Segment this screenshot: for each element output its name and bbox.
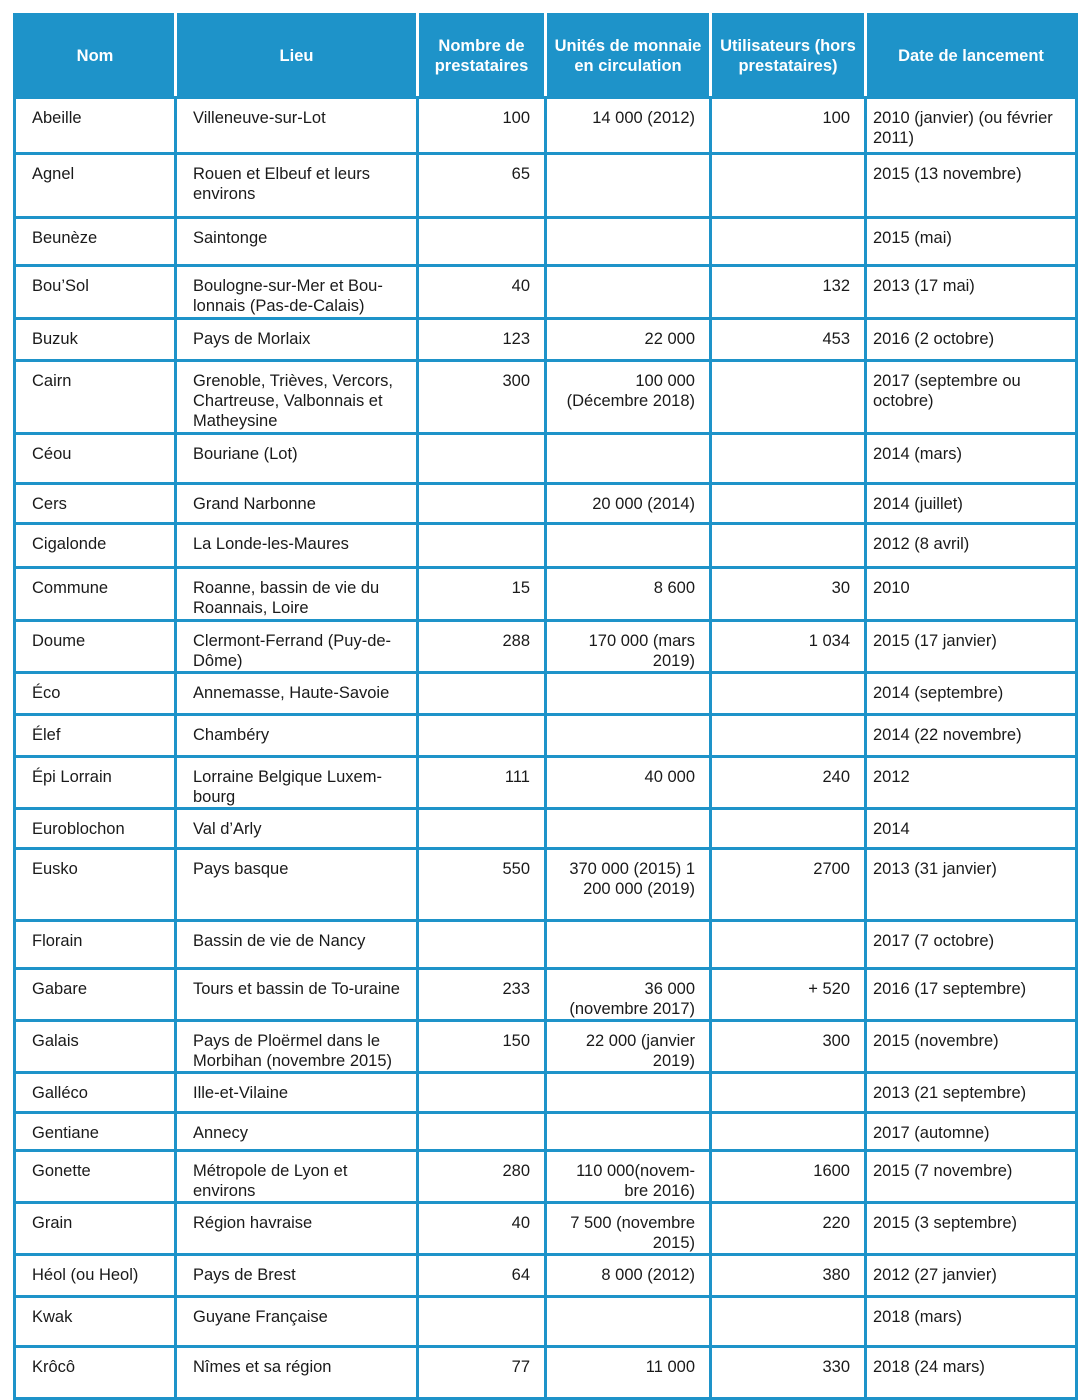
cell-lieu: Annecy: [176, 1113, 418, 1151]
cell-utilisateurs: [711, 434, 866, 484]
cell-date-lancement: 2012 (27 janvier): [866, 1255, 1077, 1297]
cell-prestataires: 100: [418, 98, 546, 154]
cell-prestataires: 111: [418, 757, 546, 809]
cell-date-lancement: 2015 (13 novembre): [866, 154, 1077, 218]
table-row: [15, 969, 1077, 1021]
cell-date-lancement: 2015 (mai): [866, 218, 1077, 266]
header-utilisateurs: Utilisateurs (hors prestataires): [711, 15, 866, 98]
cell-lieu: Villeneuve-sur-Lot: [176, 98, 418, 154]
table-row: [15, 1073, 1077, 1113]
cell-nom: Éco: [15, 673, 176, 715]
cell-unites: 22 000: [546, 319, 711, 361]
cell-unites: [546, 524, 711, 568]
cell-prestataires: 280: [418, 1151, 546, 1203]
cell-unites: 36 000 (novembre 2017): [546, 969, 711, 1021]
cell-nom: Krôcô: [15, 1347, 176, 1399]
cell-unites: 8 000 (2012): [546, 1255, 711, 1297]
cell-date-lancement: 2017 (automne): [866, 1113, 1077, 1151]
cell-utilisateurs: 330: [711, 1347, 866, 1399]
cell-prestataires: 64: [418, 1255, 546, 1297]
cell-lieu: Boulogne-sur-Mer et Bou-lonnais (Pas-de-Calais): [176, 266, 418, 319]
cell-date-lancement: 2013 (21 septembre): [866, 1073, 1077, 1113]
cell-date-lancement: 2016 (17 septembre): [866, 969, 1077, 1021]
cell-utilisateurs: [711, 809, 866, 849]
cell-prestataires: 288: [418, 621, 546, 673]
header-lieu: Lieu: [176, 15, 418, 98]
cell-lieu: Bassin de vie de Nancy: [176, 921, 418, 969]
cell-prestataires: [418, 1113, 546, 1151]
cell-lieu: Rouen et Elbeuf et leurs environs: [176, 154, 418, 218]
cell-lieu: Saintonge: [176, 218, 418, 266]
cell-unites: 170 000 (mars 2019): [546, 621, 711, 673]
cell-utilisateurs: 132: [711, 266, 866, 319]
cell-prestataires: 65: [418, 154, 546, 218]
cell-utilisateurs: 2700: [711, 849, 866, 921]
cell-prestataires: 300: [418, 361, 546, 434]
cell-nom: Galais: [15, 1021, 176, 1073]
header-unites: Unités de monnaie en circulation: [546, 15, 711, 98]
cell-nom: Agnel: [15, 154, 176, 218]
cell-prestataires: 233: [418, 969, 546, 1021]
cell-lieu: Région havraise: [176, 1203, 418, 1255]
cell-lieu: Lorraine Belgique Luxem-bourg: [176, 757, 418, 809]
cell-unites: 40 000: [546, 757, 711, 809]
cell-utilisateurs: 30: [711, 568, 866, 621]
cell-lieu: Clermont-Ferrand (Puy-de-Dôme): [176, 621, 418, 673]
cell-utilisateurs: 300: [711, 1021, 866, 1073]
table-row: [15, 524, 1077, 568]
cell-lieu: Chambéry: [176, 715, 418, 757]
cell-unites: [546, 809, 711, 849]
cell-unites: [546, 1073, 711, 1113]
cell-utilisateurs: 380: [711, 1255, 866, 1297]
cell-nom: Céou: [15, 434, 176, 484]
cell-nom: Florain: [15, 921, 176, 969]
cell-lieu: Pays de Morlaix: [176, 319, 418, 361]
cell-nom: Doume: [15, 621, 176, 673]
cell-utilisateurs: [711, 154, 866, 218]
cell-date-lancement: 2015 (17 janvier): [866, 621, 1077, 673]
table-row: [15, 484, 1077, 524]
cell-utilisateurs: 220: [711, 1203, 866, 1255]
cell-lieu: Pays de Ploërmel dans le Morbihan (novembre 2015): [176, 1021, 418, 1073]
cell-date-lancement: 2017 (septembre ou octobre): [866, 361, 1077, 434]
cell-unites: [546, 266, 711, 319]
cell-lieu: Bouriane (Lot): [176, 434, 418, 484]
table-row: [15, 568, 1077, 621]
cell-nom: Bou’Sol: [15, 266, 176, 319]
cell-unites: 14 000 (2012): [546, 98, 711, 154]
cell-lieu: Grenoble, Trièves, Vercors, Chartreuse, Valbonnais et Matheysine: [176, 361, 418, 434]
table-row: [15, 715, 1077, 757]
cell-date-lancement: 2014: [866, 809, 1077, 849]
table-row: [15, 1203, 1077, 1255]
cell-date-lancement: 2015 (novembre): [866, 1021, 1077, 1073]
cell-nom: Buzuk: [15, 319, 176, 361]
header-nom: Nom: [15, 15, 176, 98]
cell-date-lancement: 2010: [866, 568, 1077, 621]
cell-utilisateurs: 1600: [711, 1151, 866, 1203]
table-row: [15, 1021, 1077, 1073]
table-row: [15, 319, 1077, 361]
cell-unites: 100 000 (Décembre 2018): [546, 361, 711, 434]
cell-nom: Gonette: [15, 1151, 176, 1203]
cell-date-lancement: 2013 (17 mai): [866, 266, 1077, 319]
cell-nom: Gabare: [15, 969, 176, 1021]
cell-nom: Euroblochon: [15, 809, 176, 849]
cell-prestataires: [418, 1073, 546, 1113]
table-row: [15, 98, 1077, 154]
cell-unites: [546, 921, 711, 969]
cell-unites: 20 000 (2014): [546, 484, 711, 524]
cell-lieu: Ille-et-Vilaine: [176, 1073, 418, 1113]
cell-nom: Kwak: [15, 1297, 176, 1347]
cell-prestataires: 40: [418, 266, 546, 319]
cell-utilisateurs: [711, 484, 866, 524]
cell-nom: Gentiane: [15, 1113, 176, 1151]
cell-date-lancement: 2014 (juillet): [866, 484, 1077, 524]
cell-nom: Cairn: [15, 361, 176, 434]
cell-utilisateurs: 453: [711, 319, 866, 361]
table-row: [15, 757, 1077, 809]
cell-unites: 110 000(novem-bre 2016): [546, 1151, 711, 1203]
cell-date-lancement: 2017 (7 octobre): [866, 921, 1077, 969]
table-row: [15, 434, 1077, 484]
table-body: [15, 98, 1077, 1399]
cell-utilisateurs: + 520: [711, 969, 866, 1021]
cell-nom: Commune: [15, 568, 176, 621]
cell-unites: 370 000 (2015) 1 200 000 (2019): [546, 849, 711, 921]
cell-lieu: Pays basque: [176, 849, 418, 921]
cell-prestataires: 15: [418, 568, 546, 621]
cell-prestataires: 77: [418, 1347, 546, 1399]
cell-utilisateurs: [711, 1297, 866, 1347]
cell-unites: [546, 1297, 711, 1347]
cell-prestataires: [418, 434, 546, 484]
cell-lieu: Nîmes et sa région: [176, 1347, 418, 1399]
cell-unites: [546, 434, 711, 484]
table-row: [15, 154, 1077, 218]
table-row: [15, 673, 1077, 715]
cell-date-lancement: 2018 (24 mars): [866, 1347, 1077, 1399]
table-row: [15, 218, 1077, 266]
cell-nom: Cers: [15, 484, 176, 524]
cell-date-lancement: 2012: [866, 757, 1077, 809]
cell-utilisateurs: [711, 673, 866, 715]
cell-date-lancement: 2014 (septembre): [866, 673, 1077, 715]
cell-nom: Élef: [15, 715, 176, 757]
header-prestataires: Nombre de prestataires: [418, 15, 546, 98]
cell-utilisateurs: [711, 218, 866, 266]
cell-prestataires: [418, 524, 546, 568]
cell-prestataires: [418, 218, 546, 266]
table-row: [15, 621, 1077, 673]
cell-prestataires: [418, 484, 546, 524]
cell-date-lancement: 2015 (3 septembre): [866, 1203, 1077, 1255]
cell-prestataires: 150: [418, 1021, 546, 1073]
cell-prestataires: 550: [418, 849, 546, 921]
cell-nom: Épi Lorrain: [15, 757, 176, 809]
cell-date-lancement: 2016 (2 octobre): [866, 319, 1077, 361]
cell-prestataires: 40: [418, 1203, 546, 1255]
cell-prestataires: [418, 809, 546, 849]
cell-nom: Beunèze: [15, 218, 176, 266]
cell-utilisateurs: [711, 361, 866, 434]
cell-date-lancement: 2014 (mars): [866, 434, 1077, 484]
cell-prestataires: [418, 1297, 546, 1347]
cell-unites: 8 600: [546, 568, 711, 621]
cell-date-lancement: 2010 (janvier) (ou février 2011): [866, 98, 1077, 154]
cell-unites: 7 500 (novembre 2015): [546, 1203, 711, 1255]
cell-date-lancement: 2012 (8 avril): [866, 524, 1077, 568]
table-row: [15, 921, 1077, 969]
cell-lieu: Métropole de Lyon et environs: [176, 1151, 418, 1203]
local-currencies-table: [13, 13, 1078, 1400]
cell-date-lancement: 2013 (31 janvier): [866, 849, 1077, 921]
cell-nom: Eusko: [15, 849, 176, 921]
currency-table-container: [13, 13, 1078, 1400]
cell-prestataires: 123: [418, 319, 546, 361]
cell-lieu: Roanne, bassin de vie du Roannais, Loire: [176, 568, 418, 621]
cell-nom: Galléco: [15, 1073, 176, 1113]
cell-unites: [546, 218, 711, 266]
cell-unites: [546, 154, 711, 218]
cell-prestataires: [418, 921, 546, 969]
table-row: [15, 1113, 1077, 1151]
cell-utilisateurs: [711, 1113, 866, 1151]
cell-unites: 11 000: [546, 1347, 711, 1399]
table-row: [15, 1347, 1077, 1399]
cell-lieu: Pays de Brest: [176, 1255, 418, 1297]
cell-date-lancement: 2015 (7 novembre): [866, 1151, 1077, 1203]
cell-lieu: Val d’Arly: [176, 809, 418, 849]
cell-lieu: Guyane Française: [176, 1297, 418, 1347]
header-row: [15, 15, 1077, 98]
cell-nom: Héol (ou Heol): [15, 1255, 176, 1297]
cell-nom: Abeille: [15, 98, 176, 154]
table-row: [15, 266, 1077, 319]
cell-utilisateurs: [711, 524, 866, 568]
cell-utilisateurs: [711, 921, 866, 969]
cell-utilisateurs: 100: [711, 98, 866, 154]
cell-lieu: Annemasse, Haute-Savoie: [176, 673, 418, 715]
cell-utilisateurs: 1 034: [711, 621, 866, 673]
cell-nom: Grain: [15, 1203, 176, 1255]
cell-utilisateurs: 240: [711, 757, 866, 809]
cell-utilisateurs: [711, 1073, 866, 1113]
cell-nom: Cigalonde: [15, 524, 176, 568]
cell-unites: 22 000 (janvier 2019): [546, 1021, 711, 1073]
cell-unites: [546, 673, 711, 715]
table-row: [15, 849, 1077, 921]
cell-unites: [546, 1113, 711, 1151]
cell-date-lancement: 2014 (22 novembre): [866, 715, 1077, 757]
header-date-lancement: Date de lancement: [866, 15, 1077, 98]
cell-lieu: La Londe-les-Maures: [176, 524, 418, 568]
table-row: [15, 1255, 1077, 1297]
cell-prestataires: [418, 673, 546, 715]
cell-unites: [546, 715, 711, 757]
cell-date-lancement: 2018 (mars): [866, 1297, 1077, 1347]
table-row: [15, 361, 1077, 434]
table-header: [15, 15, 1077, 98]
cell-lieu: Grand Narbonne: [176, 484, 418, 524]
table-row: [15, 1297, 1077, 1347]
table-row: [15, 1151, 1077, 1203]
cell-utilisateurs: [711, 715, 866, 757]
cell-lieu: Tours et bassin de To-uraine: [176, 969, 418, 1021]
table-row: [15, 809, 1077, 849]
cell-prestataires: [418, 715, 546, 757]
